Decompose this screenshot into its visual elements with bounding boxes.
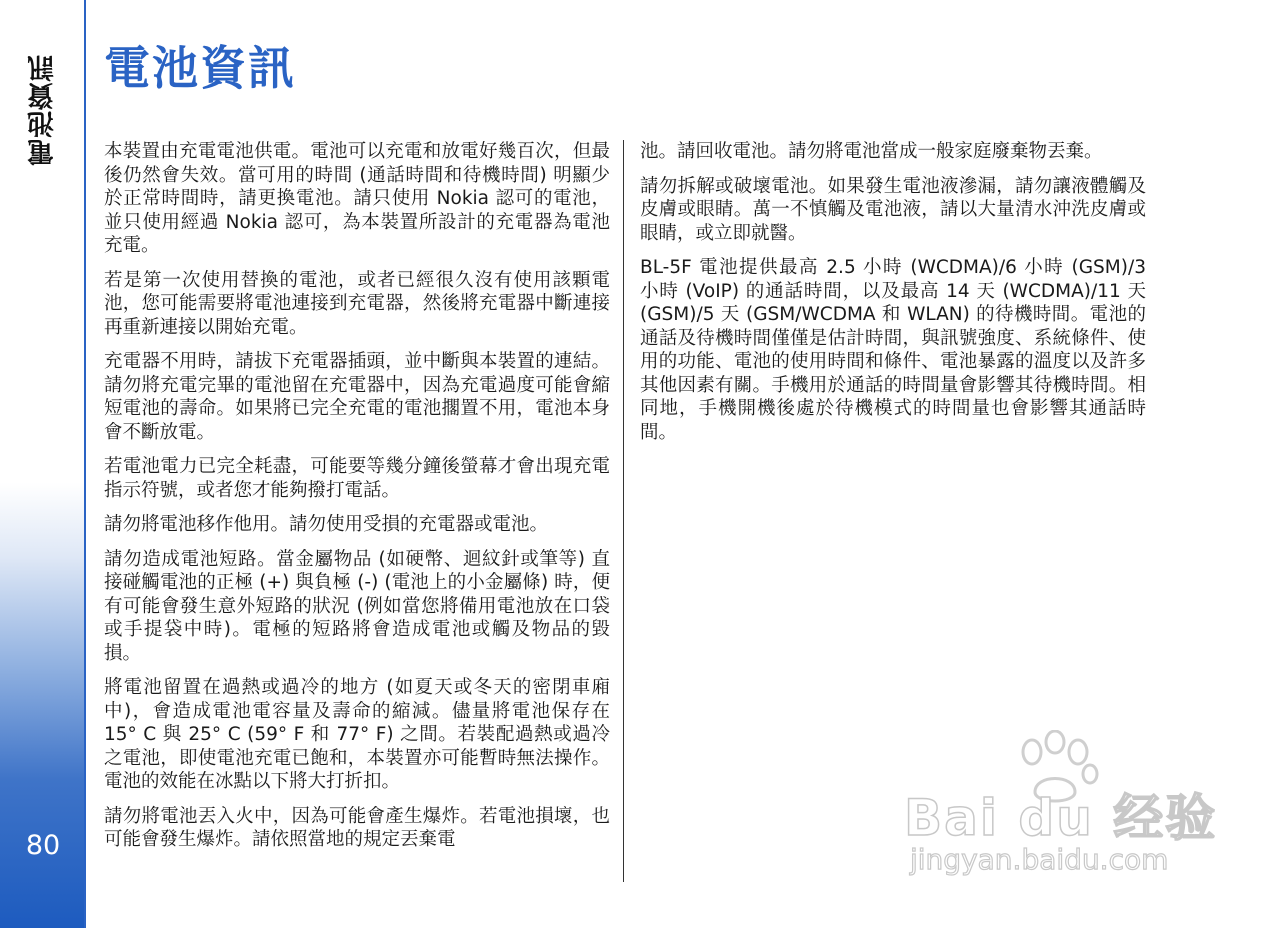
watermark-url: jingyan.baidu.com bbox=[910, 843, 1169, 876]
page-number: 80 bbox=[25, 830, 61, 861]
paw-logo-icon bbox=[1010, 730, 1100, 810]
paragraph: 將電池留置在過熱或過冷的地方 (如夏天或冬天的密閉車廂中)，會造成電池電容量及壽命的縮減。儘量將電池保存在 15° C 與 25° C (59° F 和 77° F) 之間。若裝配過熱或過冷之電池，即使電池充電已飽和，本裝置亦可能暫時無法操作。電池的效能在冰點以下將大打折扣。 bbox=[104, 677, 610, 792]
left-column bbox=[104, 140, 610, 863]
paragraph: BL-5F 電池提供最高 2.5 小時 (WCDMA)/6 小時 (GSM)/3 小時 (VoIP) 的通話時間，以及最高 14 天 (WCDMA)/11 天 (GSM)/5 天 (GSM/WCDMA 和 WLAN) 的待機時間。電池的通話及待機時間僅僅是估計時間，與訊號強度、系統條件、使用的功能、電池的使用時間和條件、電池暴露的溫度以及許多其他因素有關。手機用於通話的時間量會影響其待機時間。相同地，手機開機後處於待機模式的時間量也會影響其通話時間。 bbox=[640, 257, 1146, 443]
paragraph: 若電池電力已完全耗盡，可能要等幾分鐘後螢幕才會出現充電指示符號，或者您才能夠撥打電話。 bbox=[104, 456, 610, 501]
page-title: 電池資訊 bbox=[104, 41, 296, 95]
paragraph: 充電器不用時，請拔下充電器插頭，並中斷與本裝置的連結。請勿將充電完畢的電池留在充電器中，因為充電過度可能會縮短電池的壽命。如果將已完全充電的電池擱置不用，電池本身會不斷放電。 bbox=[104, 351, 610, 443]
paragraph: 若是第一次使用替換的電池，或者已經很久沒有使用該顆電池，您可能需要將電池連接到充電器，然後將充電器中斷連接再重新連接以開始充電。 bbox=[104, 269, 610, 338]
sidebar-section-title: 電池資訊 bbox=[28, 54, 59, 166]
baidu-watermark bbox=[904, 730, 1218, 910]
paragraph: 請勿將電池丟入火中，因為可能會產生爆炸。若電池損壞，也可能會發生爆炸。請依照當地的規定丟棄電 bbox=[104, 805, 610, 850]
paragraph: 請勿將電池移作他用。請勿使用受損的充電器或電池。 bbox=[104, 514, 549, 535]
right-column bbox=[640, 140, 1146, 455]
paragraph: 本裝置由充電電池供電。電池可以充電和放電好幾百次，但最後仍然會失效。當可用的時間 (通話時間和待機時間) 明顯少於正常時間時，請更換電池。請只使用 Nokia 認可的電池，並只使用經過 Nokia 認可，為本裝置所設計的充電器為電池充電。 bbox=[104, 141, 610, 256]
column-divider bbox=[623, 140, 624, 882]
paragraph: 請勿造成電池短路。當金屬物品 (如硬幣、迴紋針或筆等) 直接碰觸電池的正極 (+) 與負極 (-) (電池上的小金屬條) 時，便有可能會發生意外短路的狀況 (例如當您將備用電池放在口袋或手提袋中時)。電極的短路將會造成電池或觸及物品的毀損。 bbox=[104, 548, 610, 664]
paragraph: 請勿拆解或破壞電池。如果發生電池液滲漏，請勿讓液體觸及皮膚或眼睛。萬一不慎觸及電池液，請以大量清水沖洗皮膚或眼睛，或立即就醫。 bbox=[640, 175, 1146, 244]
watermark-brand: Bai du 经验 bbox=[904, 789, 1218, 847]
sidebar-divider bbox=[84, 0, 86, 928]
paragraph: 池。請回收電池。請勿將電池當成一般家庭廢棄物丟棄。 bbox=[640, 141, 1103, 162]
